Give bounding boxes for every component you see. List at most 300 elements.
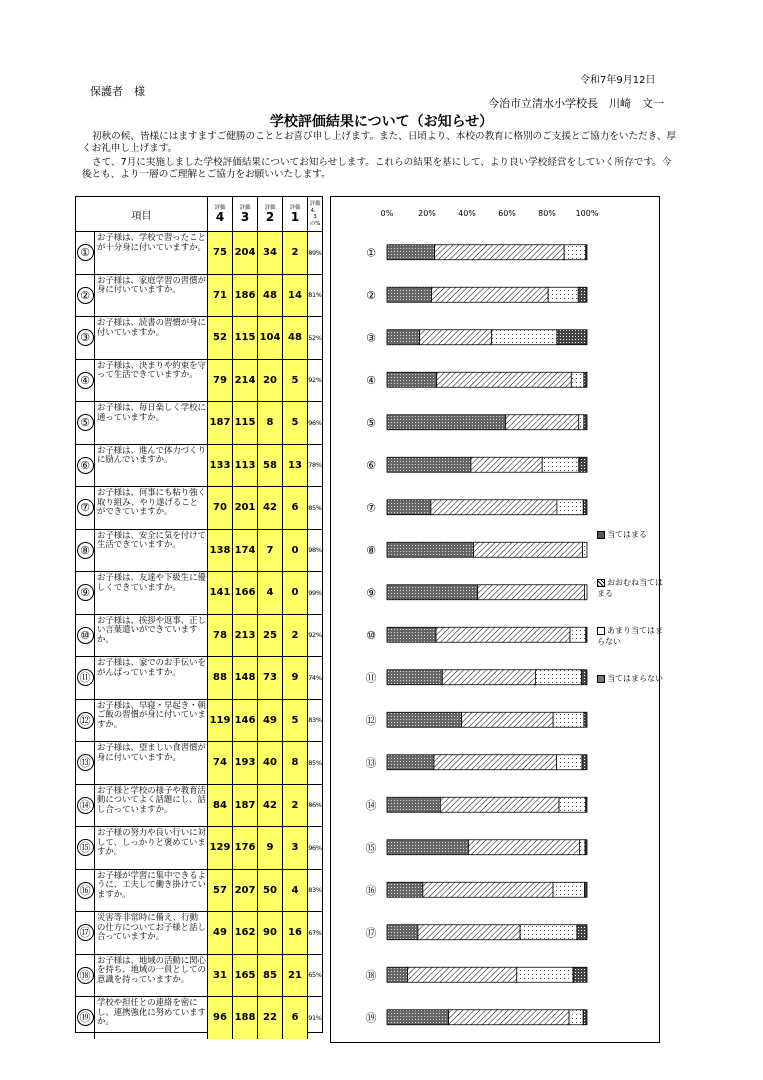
grade-count-2: 90 bbox=[257, 912, 282, 954]
category-label: ⑧ bbox=[366, 543, 376, 557]
item-number bbox=[76, 360, 94, 402]
bar-segment bbox=[506, 415, 579, 430]
table-row bbox=[76, 231, 322, 274]
category-label: ⑬ bbox=[365, 756, 377, 770]
item-question: お子様は、学校で習ったことが十分身に付いていますか。 bbox=[94, 232, 207, 274]
grade-count-3: 214 bbox=[232, 360, 257, 402]
item-number bbox=[76, 997, 94, 1039]
grade-count-1: 6 bbox=[282, 997, 307, 1039]
grade-43-percent: 99% bbox=[307, 572, 322, 614]
grade-count-2: 48 bbox=[257, 275, 282, 317]
header-grade-3 bbox=[232, 197, 257, 231]
item-question: お子様は、望ましい食習慣が身に付いていますか。 bbox=[94, 742, 207, 784]
grade-count-3: 166 bbox=[232, 572, 257, 614]
bar-segment bbox=[584, 585, 587, 600]
bar-segment bbox=[387, 627, 436, 642]
bar-segment bbox=[387, 415, 506, 430]
grade-count-4: 70 bbox=[207, 487, 232, 529]
header-grade-4 bbox=[207, 197, 232, 231]
table-row bbox=[76, 699, 322, 742]
notice-paragraph: さて、7月に実施しました学校評価結果についてお知らせします。これらの結果を基にして、より良い学校経営をしていく所存です。今後とも、より一層のご理解とご協力をお願いいたします。 bbox=[82, 157, 672, 180]
bar-segment bbox=[387, 585, 478, 600]
grade-count-4: 31 bbox=[207, 955, 232, 997]
table-row bbox=[76, 401, 322, 444]
table-row bbox=[76, 316, 322, 359]
grade-count-1: 5 bbox=[282, 402, 307, 444]
grade-count-1: 6 bbox=[282, 487, 307, 529]
table-row bbox=[76, 444, 322, 487]
document-title: 学校評価結果について（お知らせ） bbox=[269, 114, 494, 130]
bar-segment bbox=[420, 330, 492, 345]
grade-count-4: 84 bbox=[207, 785, 232, 827]
category-label: ⑰ bbox=[365, 926, 377, 940]
grade-count-4: 74 bbox=[207, 742, 232, 784]
legend-swatch bbox=[597, 579, 605, 587]
grade-count-1: 2 bbox=[282, 785, 307, 827]
grade-count-4: 75 bbox=[207, 232, 232, 274]
chart-frame bbox=[330, 196, 660, 1043]
x-tick-label: 100% bbox=[575, 209, 599, 218]
grade-43-percent: 98% bbox=[307, 530, 322, 572]
item-question: お子様は、毎日楽しく学校に通っていますか。 bbox=[94, 402, 207, 444]
bar-segment bbox=[436, 627, 570, 642]
bar-segment bbox=[462, 712, 554, 727]
bar-segment bbox=[586, 627, 587, 642]
grade-count-4: 79 bbox=[207, 360, 232, 402]
header-grade-label: 評価 bbox=[264, 204, 276, 211]
table-row bbox=[76, 571, 322, 614]
grade-count-3: 174 bbox=[232, 530, 257, 572]
item-number-circle: ⑰ bbox=[77, 924, 94, 941]
header-grade-label: 評価 bbox=[214, 204, 226, 211]
bar-segment bbox=[583, 500, 587, 515]
item-question: お子様は、家庭学習の習慣が身に付いていますか。 bbox=[94, 275, 207, 317]
category-label: ⑪ bbox=[365, 671, 377, 685]
bar-segment bbox=[387, 755, 434, 770]
table-row bbox=[76, 274, 322, 317]
item-number-circle: ⑩ bbox=[77, 627, 94, 644]
table-row bbox=[76, 359, 322, 402]
grade-count-3: 204 bbox=[232, 232, 257, 274]
item-question: お子様は、進んで体力づくりに励んでいますか。 bbox=[94, 445, 207, 487]
table-row bbox=[76, 656, 322, 699]
bar-segment bbox=[569, 1010, 583, 1025]
bar-segment bbox=[442, 670, 535, 685]
table-row bbox=[76, 784, 322, 827]
item-number bbox=[76, 572, 94, 614]
category-label: ② bbox=[366, 288, 376, 302]
bar-segment bbox=[535, 670, 581, 685]
grade-43-percent: 96% bbox=[307, 402, 322, 444]
bar-segment bbox=[579, 457, 587, 472]
bar-segment bbox=[387, 245, 435, 260]
bar-segment bbox=[559, 797, 586, 812]
grade-count-2: 85 bbox=[257, 955, 282, 997]
item-question: お子様が学習に集中できるように、工夫して働き掛けていますか。 bbox=[94, 870, 207, 912]
grade-count-3: 146 bbox=[232, 700, 257, 742]
bar-segment bbox=[570, 627, 586, 642]
item-number bbox=[76, 870, 94, 912]
grade-count-1: 14 bbox=[282, 275, 307, 317]
header-grade-label: 評価 bbox=[239, 204, 251, 211]
bar-segment bbox=[577, 925, 587, 940]
grade-43-percent: 85% bbox=[307, 742, 322, 784]
bar-segment bbox=[387, 457, 471, 472]
bar-segment bbox=[571, 372, 584, 387]
item-question: お子様は、安全に気を付けて生活できていますか。 bbox=[94, 530, 207, 572]
grade-count-1: 2 bbox=[282, 615, 307, 657]
grade-count-1: 13 bbox=[282, 445, 307, 487]
bar-segment bbox=[387, 840, 468, 855]
grade-count-3: 162 bbox=[232, 912, 257, 954]
category-label: ① bbox=[366, 246, 376, 260]
x-tick-label: 20% bbox=[418, 209, 436, 218]
legend-item bbox=[597, 625, 667, 647]
bar-segment bbox=[578, 287, 587, 302]
table-row bbox=[76, 614, 322, 657]
item-number-circle: ⑪ bbox=[77, 669, 94, 686]
greeting-paragraph: 初秋の候、皆様にはますますご健勝のこととお喜び申し上げます。また、日頃より、本校の教育に格別のご支援とご協力をいただき、厚くお礼申し上げます。 bbox=[82, 131, 677, 154]
item-question: お子様は、地域の活動に関心を持ち、地域の一員としての意識を持っていますか。 bbox=[94, 955, 207, 997]
category-label: ⑲ bbox=[365, 1011, 377, 1025]
bar-segment bbox=[431, 500, 557, 515]
bar-segment bbox=[584, 415, 587, 430]
grade-count-4: 71 bbox=[207, 275, 232, 317]
bar-segment bbox=[387, 372, 437, 387]
item-number bbox=[76, 912, 94, 954]
bar-segment bbox=[583, 542, 587, 557]
addressee: 保護者 様 bbox=[90, 85, 145, 98]
grade-count-4: 141 bbox=[207, 572, 232, 614]
legend-swatch bbox=[597, 675, 605, 683]
item-question: お子様は、読書の習慣が身に付いていますか。 bbox=[94, 317, 207, 359]
bar-segment bbox=[468, 840, 579, 855]
item-number-circle: ⑦ bbox=[77, 499, 94, 516]
item-number-circle: ⑬ bbox=[77, 754, 94, 771]
item-question: お子様の努力や良い行いに対して、しっかりと褒めていますか。 bbox=[94, 827, 207, 869]
grade-count-1: 4 bbox=[282, 870, 307, 912]
grade-43-percent: 52% bbox=[307, 317, 322, 359]
category-label: ⑤ bbox=[366, 416, 376, 430]
item-number-circle: ④ bbox=[77, 372, 94, 389]
bar-segment bbox=[586, 797, 587, 812]
grade-count-1: 21 bbox=[282, 955, 307, 997]
grade-count-4: 52 bbox=[207, 317, 232, 359]
grade-43-percent: 85% bbox=[307, 487, 322, 529]
bar-segment bbox=[387, 287, 432, 302]
grade-count-3: 213 bbox=[232, 615, 257, 657]
grade-count-2: 4 bbox=[257, 572, 282, 614]
grade-count-3: 176 bbox=[232, 827, 257, 869]
bar-segment bbox=[492, 330, 557, 345]
item-number bbox=[76, 530, 94, 572]
item-number-circle: ⑯ bbox=[77, 882, 94, 899]
grade-count-2: 25 bbox=[257, 615, 282, 657]
grade-count-4: 78 bbox=[207, 615, 232, 657]
header-grade-num: 1 bbox=[290, 209, 300, 224]
bar-segment bbox=[553, 882, 584, 897]
grade-count-1: 0 bbox=[282, 530, 307, 572]
bar-segment bbox=[584, 372, 587, 387]
bar-segment bbox=[387, 500, 431, 515]
category-label: ⑭ bbox=[365, 798, 377, 812]
item-number-circle: ① bbox=[77, 244, 94, 261]
legend-item bbox=[597, 529, 667, 540]
legend-item bbox=[597, 673, 667, 684]
grade-count-3: 115 bbox=[232, 317, 257, 359]
item-number bbox=[76, 445, 94, 487]
category-label: ⑱ bbox=[365, 968, 377, 982]
grade-count-2: 49 bbox=[257, 700, 282, 742]
grade-43-percent: 96% bbox=[307, 827, 322, 869]
document-date: 令和7年9月12日 bbox=[580, 75, 656, 86]
bar-segment bbox=[548, 287, 578, 302]
author: 今治市立清水小学校長 川崎 文一 bbox=[488, 97, 664, 110]
bar-segment bbox=[432, 287, 549, 302]
item-number-circle: ② bbox=[77, 287, 94, 304]
item-number bbox=[76, 232, 94, 274]
grade-count-1: 0 bbox=[282, 572, 307, 614]
bar-segment bbox=[387, 330, 420, 345]
table-row bbox=[76, 996, 322, 1039]
item-number-circle: ⑫ bbox=[77, 712, 94, 729]
item-number bbox=[76, 402, 94, 444]
item-number bbox=[76, 275, 94, 317]
table-row bbox=[76, 954, 322, 997]
grade-count-4: 133 bbox=[207, 445, 232, 487]
item-number bbox=[76, 785, 94, 827]
stacked-bar-chart bbox=[331, 197, 661, 1044]
grade-count-2: 20 bbox=[257, 360, 282, 402]
bar-segment bbox=[474, 542, 583, 557]
bar-segment bbox=[423, 882, 553, 897]
x-tick-label: 80% bbox=[538, 209, 556, 218]
item-number bbox=[76, 700, 94, 742]
bar-segment bbox=[564, 245, 586, 260]
bar-segment bbox=[387, 797, 440, 812]
grade-count-3: 207 bbox=[232, 870, 257, 912]
grade-count-2: 73 bbox=[257, 657, 282, 699]
legend-swatch bbox=[597, 627, 605, 635]
grade-count-4: 96 bbox=[207, 997, 232, 1039]
grade-count-1: 16 bbox=[282, 912, 307, 954]
grade-count-3: 193 bbox=[232, 742, 257, 784]
grade-count-4: 49 bbox=[207, 912, 232, 954]
legend-label: あまり当てはまらない bbox=[597, 626, 663, 646]
item-question: 災害等非常時に備え、行動の仕方についてお子様と話し合っていますか。 bbox=[94, 912, 207, 954]
item-number-circle: ⑥ bbox=[77, 457, 94, 474]
category-label: ⑥ bbox=[366, 458, 376, 472]
grade-count-1: 9 bbox=[282, 657, 307, 699]
header-grade-label: 評価 bbox=[289, 204, 301, 211]
category-label: ⑮ bbox=[365, 841, 377, 855]
bar-segment bbox=[449, 1010, 570, 1025]
grade-count-3: 188 bbox=[232, 997, 257, 1039]
item-question: お子様と学校の様子や教育活動についてよく話題にし、話し合っていますか。 bbox=[94, 785, 207, 827]
item-question: 学校や担任との連絡を密にし、連携強化に努めていますか。 bbox=[94, 997, 207, 1039]
grade-count-2: 7 bbox=[257, 530, 282, 572]
grade-count-2: 8 bbox=[257, 402, 282, 444]
item-number-circle: ⑭ bbox=[77, 797, 94, 814]
grade-count-3: 148 bbox=[232, 657, 257, 699]
bar-segment bbox=[584, 882, 587, 897]
item-number-circle: ⑲ bbox=[77, 1009, 94, 1026]
item-number-circle: ⑤ bbox=[77, 414, 94, 431]
bar-segment bbox=[387, 670, 442, 685]
legend-item bbox=[597, 577, 667, 599]
bar-segment bbox=[557, 500, 583, 515]
bar-segment bbox=[585, 840, 587, 855]
header-item: 項目 bbox=[131, 210, 152, 222]
x-tick-label: 40% bbox=[458, 209, 476, 218]
grade-43-percent: 81% bbox=[307, 275, 322, 317]
grade-count-1: 48 bbox=[282, 317, 307, 359]
grade-count-1: 5 bbox=[282, 360, 307, 402]
grade-43-percent: 65% bbox=[307, 955, 322, 997]
header-grade-num: 4 bbox=[215, 209, 225, 224]
grade-count-4: 57 bbox=[207, 870, 232, 912]
item-number-circle: ③ bbox=[77, 329, 94, 346]
item-number-circle: ⑱ bbox=[77, 967, 94, 984]
grade-43-percent: 86% bbox=[307, 785, 322, 827]
grade-count-4: 88 bbox=[207, 657, 232, 699]
table-row bbox=[76, 741, 322, 784]
bar-segment bbox=[581, 670, 587, 685]
grade-count-2: 9 bbox=[257, 827, 282, 869]
grade-count-1: 5 bbox=[282, 700, 307, 742]
category-label: ⑩ bbox=[366, 628, 376, 642]
bar-segment bbox=[437, 372, 572, 387]
item-question: お子様は、何事にも粘り強く取り組み、やり遂げることができていますか。 bbox=[94, 487, 207, 529]
item-number-circle: ⑨ bbox=[77, 584, 94, 601]
item-question: お子様は、決まりや約束を守って生活できていますか。 bbox=[94, 360, 207, 402]
item-question: お子様は、早寝・早起き・朝ご飯の習慣が身に付いていますか。 bbox=[94, 700, 207, 742]
grade-count-2: 42 bbox=[257, 785, 282, 827]
grade-43-percent: 78% bbox=[307, 445, 322, 487]
grade-43-percent: 92% bbox=[307, 360, 322, 402]
grade-43-percent: 67% bbox=[307, 912, 322, 954]
grade-count-3: 186 bbox=[232, 275, 257, 317]
legend-swatch bbox=[597, 531, 605, 539]
table-row bbox=[76, 869, 322, 912]
table-row bbox=[76, 486, 322, 529]
bar-segment bbox=[584, 712, 587, 727]
grade-43-percent: 83% bbox=[307, 700, 322, 742]
grade-43-percent: 74% bbox=[307, 657, 322, 699]
category-label: ⑨ bbox=[366, 586, 376, 600]
bar-segment bbox=[579, 840, 585, 855]
grade-count-2: 34 bbox=[257, 232, 282, 274]
table-row bbox=[76, 529, 322, 572]
bar-segment bbox=[583, 1010, 587, 1025]
grade-count-4: 187 bbox=[207, 402, 232, 444]
category-label: ⑫ bbox=[365, 713, 377, 727]
grade-43-percent: 92% bbox=[307, 615, 322, 657]
category-label: ③ bbox=[366, 331, 376, 345]
item-question: お子様は、家でのお手伝いをがんばっていますか。 bbox=[94, 657, 207, 699]
results-table bbox=[75, 196, 323, 1033]
x-tick-label: 0% bbox=[380, 209, 394, 218]
table-row bbox=[76, 826, 322, 869]
header-grade-num: 2 bbox=[265, 209, 275, 224]
item-number-circle: ⑧ bbox=[77, 542, 94, 559]
item-question: お子様は、挨拶や返事、正しい言葉遣いができていますか。 bbox=[94, 615, 207, 657]
grade-count-1: 2 bbox=[282, 232, 307, 274]
bar-segment bbox=[387, 925, 418, 940]
header-grade-1 bbox=[282, 197, 307, 231]
bar-segment bbox=[553, 712, 584, 727]
item-number-circle: ⑮ bbox=[77, 839, 94, 856]
item-question: お子様は、友達や下級生に優しくできていますか。 bbox=[94, 572, 207, 614]
legend-label: おおむね当てはまる bbox=[597, 578, 663, 598]
bar-segment bbox=[387, 542, 474, 557]
header-grade-num: 3 bbox=[240, 209, 250, 224]
grade-count-2: 58 bbox=[257, 445, 282, 487]
bar-segment bbox=[440, 797, 559, 812]
bar-segment bbox=[557, 755, 582, 770]
item-number bbox=[76, 955, 94, 997]
x-tick-label: 60% bbox=[498, 209, 516, 218]
bar-segment bbox=[408, 967, 517, 982]
bar-segment bbox=[387, 967, 408, 982]
bar-segment bbox=[435, 245, 565, 260]
category-label: ④ bbox=[366, 373, 376, 387]
category-label: ⑯ bbox=[365, 883, 377, 897]
legend-label: 当てはまらない bbox=[607, 674, 663, 683]
grade-count-2: 40 bbox=[257, 742, 282, 784]
bar-segment bbox=[586, 245, 587, 260]
bar-segment bbox=[517, 967, 573, 982]
grade-count-3: 115 bbox=[232, 402, 257, 444]
grade-43-percent: 83% bbox=[307, 870, 322, 912]
item-number bbox=[76, 487, 94, 529]
grade-count-2: 22 bbox=[257, 997, 282, 1039]
grade-count-4: 138 bbox=[207, 530, 232, 572]
grade-count-4: 129 bbox=[207, 827, 232, 869]
item-number bbox=[76, 827, 94, 869]
bar-segment bbox=[573, 967, 587, 982]
item-number bbox=[76, 657, 94, 699]
bar-segment bbox=[387, 712, 462, 727]
bar-segment bbox=[579, 415, 584, 430]
bar-segment bbox=[471, 457, 542, 472]
table-row bbox=[76, 911, 322, 954]
bar-segment bbox=[557, 330, 587, 345]
bar-segment bbox=[542, 457, 579, 472]
bar-segment bbox=[478, 585, 585, 600]
legend-label: 当てはまる bbox=[607, 530, 647, 539]
category-label: ⑦ bbox=[366, 501, 376, 515]
header-grade-2 bbox=[257, 197, 282, 231]
bar-segment bbox=[520, 925, 577, 940]
grade-count-3: 201 bbox=[232, 487, 257, 529]
grade-count-3: 165 bbox=[232, 955, 257, 997]
grade-count-4: 119 bbox=[207, 700, 232, 742]
grade-count-3: 113 bbox=[232, 445, 257, 487]
table-header bbox=[76, 197, 322, 231]
grade-count-3: 187 bbox=[232, 785, 257, 827]
grade-count-2: 104 bbox=[257, 317, 282, 359]
bar-segment bbox=[387, 882, 423, 897]
grade-count-2: 42 bbox=[257, 487, 282, 529]
bar-segment bbox=[434, 755, 557, 770]
bar-segment bbox=[387, 1010, 449, 1025]
grade-count-2: 50 bbox=[257, 870, 282, 912]
item-number bbox=[76, 742, 94, 784]
grade-43-percent: 91% bbox=[307, 997, 322, 1039]
grade-count-1: 8 bbox=[282, 742, 307, 784]
bar-segment bbox=[418, 925, 520, 940]
